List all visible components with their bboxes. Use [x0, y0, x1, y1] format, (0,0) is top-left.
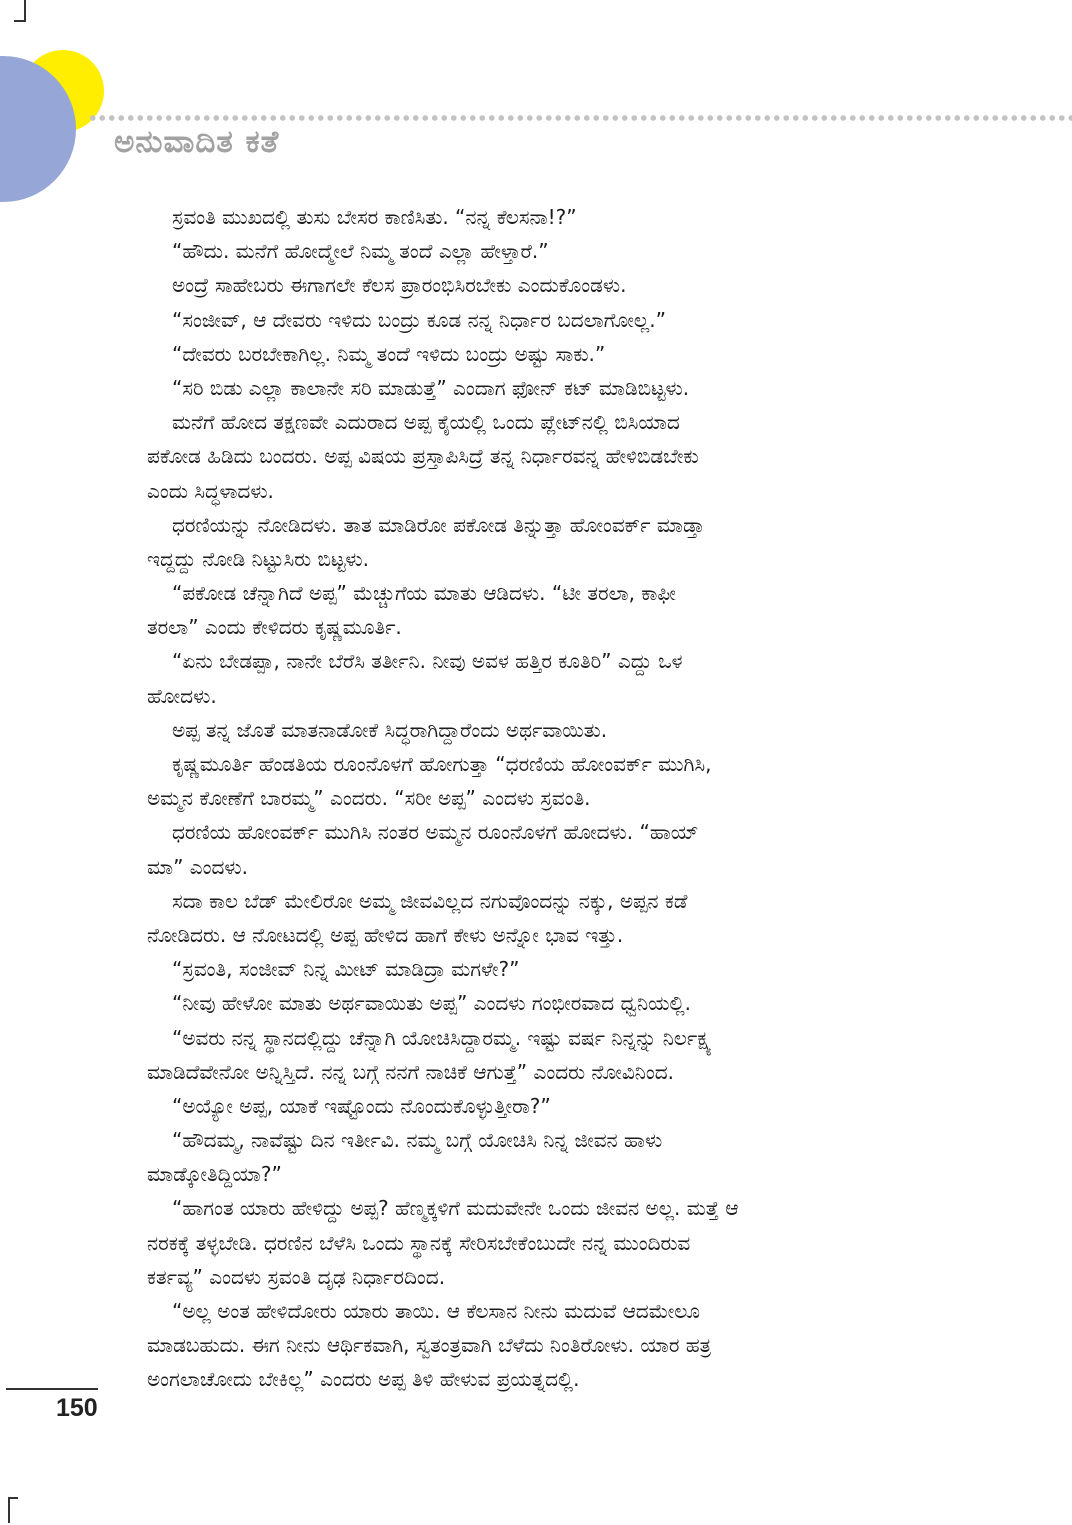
text-line: “ಸ್ರವಂತಿ, ಸಂಜೀವ್ ನಿನ್ನ ಮೀಟ್ ಮಾಡಿದ್ರಾ ಮಗಳೇ?”: [172, 957, 520, 982]
text-line: “ನೀವು ಹೇಳೋ ಮಾತು ಅರ್ಥವಾಯಿತು ಅಪ್ಪ” ಎಂದಳು ಗಂಭೀರವಾದ ಧ್ವನಿಯಲ್ಲಿ.: [172, 991, 692, 1016]
text-line: “ಹೌದಮ್ಮ, ನಾವೆಷ್ಟು ದಿನ ಇರ್ತೀವಿ. ನಮ್ಮ ಬಗ್ಗೆ ಯೋಚಿಸಿ ನಿನ್ನ ಜೀವನ ಹಾಳು: [172, 1128, 663, 1153]
text-line: ಸ್ರವಂತಿ ಮುಖದಲ್ಲಿ ತುಸು ಬೇಸರ ಕಾಣಿಸಿತು. “ನನ್ನ ಕೆಲಸನಾ!?”: [172, 205, 577, 229]
text-line: “ಏನು ಬೇಡಪ್ಪಾ, ನಾನೇ ಬೆರೆಸಿ ತರ್ತೀನಿ. ನೀವು ಅವಳ ಹತ್ತಿರ ಕೂತಿರಿ” ಎದ್ದು ಒಳ: [172, 649, 683, 674]
text-line: ಮನೆಗೆ ಹೋದ ತಕ್ಷಣವೇ ಎದುರಾದ ಅಪ್ಪ ಕೈಯಲ್ಲಿ ಒಂದು ಪ್ಲೇಟ್‌ನಲ್ಲಿ ಬಿಸಿಯಾದ: [172, 410, 680, 435]
text-line: ಧರಣಿಯ ಹೋಂವರ್ಕ್ ಮುಗಿಸಿ ನಂತರ ಅಮ್ಮನ ರೂಂನೊಳಗೆ ಹೋದಳು. “ಹಾಯ್: [172, 820, 699, 845]
text-line: “ಸಂಜೀವ್, ಆ ದೇವರು ಇಳಿದು ಬಂದ್ರು ಕೂಡ ನನ್ನ ನಿರ್ಧಾರ ಬದಲಾಗೋಲ್ಲ.”: [172, 307, 666, 332]
text-line: ಇದ್ದದ್ದು ನೋಡಿ ನಿಟ್ಟುಸಿರು ಬಿಟ್ಟಳು.: [147, 546, 370, 571]
footer-rule: [6, 1388, 98, 1390]
text-line: ಸದಾ ಕಾಲ ಬೆಡ್ ಮೇಲಿರೋ ಅಮ್ಮ ಜೀವವಿಲ್ಲದ ನಗುವೊಂದನ್ನು ನಕ್ಕು, ಅಪ್ಪನ ಕಡೆ: [172, 888, 688, 913]
text-line: “ದೇವರು ಬರಬೇಕಾಗಿಲ್ಲ. ನಿಮ್ಮ ತಂದೆ ಇಳಿದು ಬಂದ್ರು ಅಷ್ಟು ಸಾಕು.”: [172, 341, 606, 366]
text-line: ಮಾಡಿದೆವೇನೋ ಅನ್ನಿಸ್ತಿದೆ. ನನ್ನ ಬಗ್ಗೆ ನನಗೆ ನಾಚಿಕೆ ಆಗುತ್ತೆ” ಎಂದರು ನೋವಿನಿಂದ.: [147, 1059, 675, 1084]
text-line: ಅಂಗಲಾಚೋದು ಬೇಕಿಲ್ಲ” ಎಂದರು ಅಪ್ಪ ತಿಳಿ ಹೇಳುವ ಪ್ರಯತ್ನದಲ್ಲಿ.: [147, 1367, 580, 1392]
text-line: “ಅಲ್ಲ ಅಂತ ಹೇಳಿದೋರು ಯಾರು ತಾಯಿ. ಆ ಕೆಲಸಾನ ನೀನು ಮದುವೆ ಆದಮೇಲೂ: [172, 1299, 700, 1323]
text-line: ಹೋದಳು.: [147, 683, 217, 708]
text-line: ಧರಣಿಯನ್ನು ನೋಡಿದಳು. ತಾತ ಮಾಡಿರೋ ಪಕೋಡ ತಿನ್ನುತ್ತಾ ಹೋಂವರ್ಕ್ ಮಾಡ್ತಾ: [172, 512, 705, 537]
text-line: ಕೃಷ್ಣಮೂರ್ತಿ ಹೆಂಡತಿಯ ರೂಂನೊಳಗೆ ಹೋಗುತ್ತಾ “ಧರಣಿಯ ಹೋಂವರ್ಕ್ ಮುಗಿಸಿ,: [172, 752, 712, 776]
text-line: ಪಕೋಡ ಹಿಡಿದು ಬಂದರು. ಅಪ್ಪ ವಿಷಯ ಪ್ರಸ್ತಾಪಿಸಿದ್ರೆ ತನ್ನ ನಿರ್ಧಾರವನ್ನ ಹೇಳಿಬಿಡಬೇಕು: [147, 444, 699, 469]
text-line: ನೋಡಿದರು. ಆ ನೋಟದಲ್ಲಿ ಅಪ್ಪ ಹೇಳಿದ ಹಾಗೆ ಕೇಳು ಅನ್ನೋ ಭಾವ ಇತ್ತು.: [147, 922, 624, 947]
crop-mark-top: [14, 0, 26, 22]
text-line: “ಹೌದು. ಮನೆಗೆ ಹೋದ್ಮೇಲೆ ನಿಮ್ಮ ತಂದೆ ಎಲ್ಲಾ ಹೇಳ್ತಾರೆ.”: [172, 239, 549, 264]
section-title: ಅನುವಾದಿತ ಕತೆ: [114, 124, 280, 160]
dotted-header-rule: [88, 114, 1072, 122]
text-line: “ಪಕೋಡ ಚೆನ್ನಾಗಿದೆ ಅಪ್ಪ” ಮೆಚ್ಚುಗೆಯ ಮಾತು ಆಡಿದಳು. “ಟೀ ತರಲಾ, ಕಾಫೀ: [172, 581, 676, 606]
text-line: ತರಲಾ” ಎಂದು ಕೇಳಿದರು ಕೃಷ್ಣಮೂರ್ತಿ.: [147, 615, 402, 640]
text-line: ಅಪ್ಪ ತನ್ನ ಜೊತೆ ಮಾತನಾಡೋಕೆ ಸಿದ್ಧರಾಗಿದ್ದಾರೆಂದು ಅರ್ಥವಾಯಿತು.: [172, 717, 608, 742]
text-line: ಎಂದು ಸಿದ್ಧಳಾದಳು.: [147, 478, 274, 503]
text-line: “ಅಯ್ಯೋ ಅಪ್ಪ, ಯಾಕೆ ಇಷ್ಟೊಂದು ನೊಂದುಕೊಳ್ಳುತ್ತೀರಾ?”: [172, 1093, 551, 1118]
story-text: [147, 200, 907, 1397]
page-number: 150: [56, 1394, 98, 1422]
text-line: ಮಾ” ಎಂದಳು.: [147, 854, 248, 879]
text-line: ನರಕಕ್ಕೆ ತಳ್ಳಬೇಡಿ. ಧರಣಿನ ಬೆಳೆಸಿ ಒಂದು ಸ್ಥಾನಕ್ಕೆ ಸೇರಿಸಬೇಕೆಂಬುದೇ ನನ್ನ ಮುಂದಿರುವ: [147, 1230, 691, 1255]
text-line: ಅಂದ್ರೆ ಸಾಹೇಬರು ಈಗಾಗಲೇ ಕೆಲಸ ಪ್ರಾರಂಭಿಸಿರಬೇಕು ಎಂದುಕೊಂಡಳು.: [172, 273, 627, 298]
text-line: ಮಾಡ್ಕೋತಿದ್ದಿಯಾ?”: [147, 1162, 282, 1187]
text-line: ಮಾಡಬಹುದು. ಈಗ ನೀನು ಆರ್ಥಿಕವಾಗಿ, ಸ್ವತಂತ್ರವಾಗಿ ಬೆಳೆದು ನಿಂತಿರೋಳು. ಯಾರ ಹತ್ರ: [147, 1333, 712, 1358]
text-line: ಕರ್ತವ್ಯ” ಎಂದಳು ಸ್ರವಂತಿ ದೃಢ ನಿರ್ಧಾರದಿಂದ.: [147, 1264, 446, 1289]
text-line: “ಸರಿ ಬಿಡು ಎಲ್ಲಾ ಕಾಲಾನೇ ಸರಿ ಮಾಡುತ್ತೆ” ಎಂದಾಗ ಫೋನ್ ಕಟ್ ಮಾಡಿಬಿಟ್ಟಳು.: [172, 375, 690, 400]
crop-mark-bottom: [8, 1497, 18, 1523]
text-line: ಅಮ್ಮನ ಕೋಣೆಗೆ ಬಾರಮ್ಮ” ಎಂದರು. “ಸರೀ ಅಪ್ಪ” ಎಂದಳು ಸ್ರವಂತಿ.: [147, 786, 591, 811]
text-line: “ಅವರು ನನ್ನ ಸ್ಥಾನದಲ್ಲಿದ್ದು ಚೆನ್ನಾಗಿ ಯೋಚಿಸಿದ್ದಾರಮ್ಮ. ಇಷ್ಟು ವರ್ಷ ನಿನ್ನನ್ನು ನಿರ್ಲಕ್ಷ್ಯ: [172, 1025, 712, 1050]
text-line: “ಹಾಗಂತ ಯಾರು ಹೇಳಿದ್ದು ಅಪ್ಪ? ಹೆಣ್ಮಕ್ಕಳಿಗೆ ಮದುವೇನೇ ಒಂದು ಜೀವನ ಅಲ್ಲ. ಮತ್ತೆ ಆ: [172, 1196, 739, 1221]
